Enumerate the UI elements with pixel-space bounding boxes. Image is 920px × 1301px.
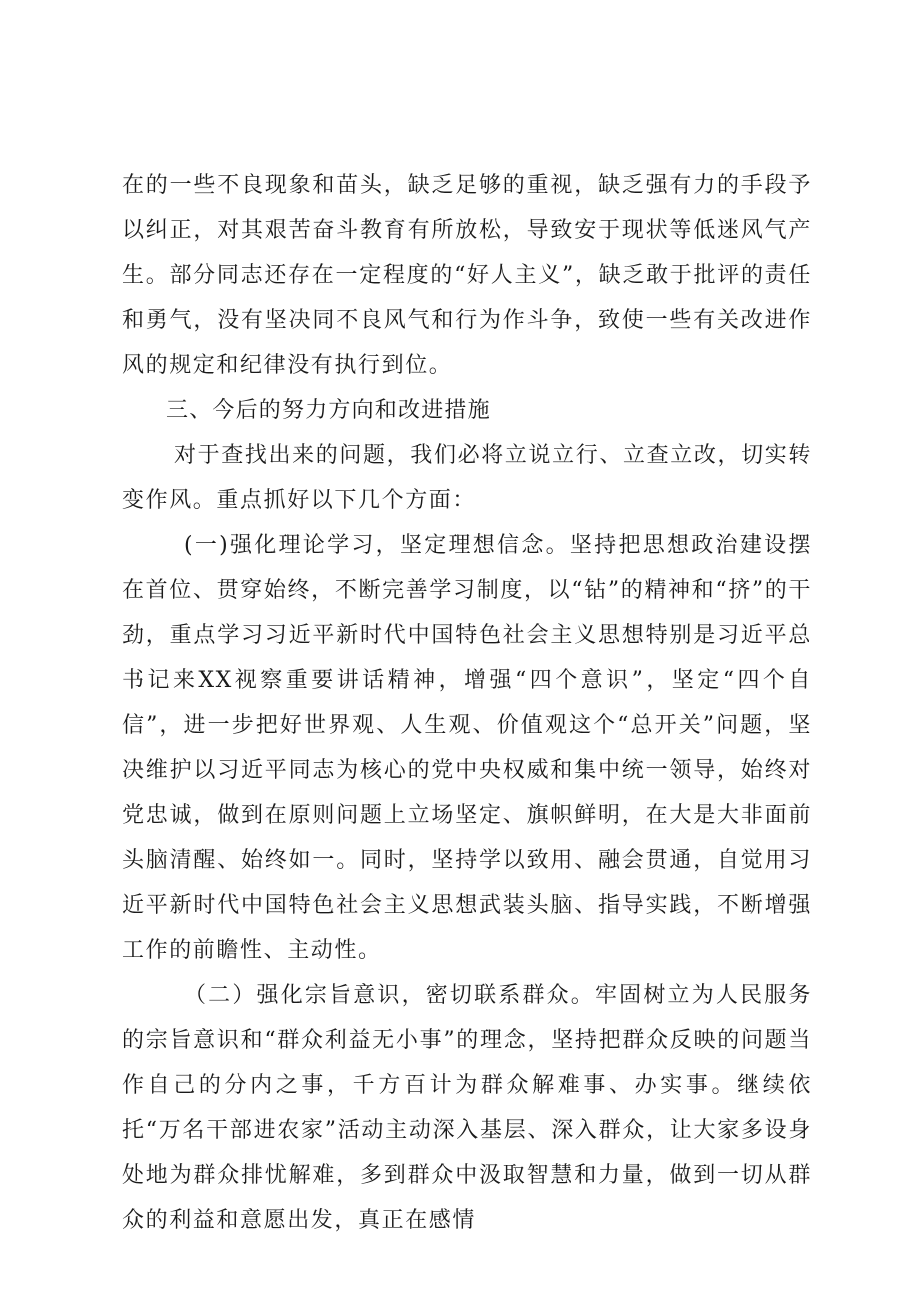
paragraph-continuation: 在的一些不良现象和苗头，缺乏足够的重视，缺乏强有力的手段予以纠正，对其艰苦奋斗教育有所放松，导致安于现状等低迷风气产生。部分同志还存在一定程度的“好人主义”，缺乏敢于批评的责任和勇气，没有坚决同不良风气和行为作斗争，致使一些有关改进作风的规定和纪律没有执行到位。 [122, 173, 812, 378]
paragraph-item-1: (一)强化理论学习，坚定理想信念。坚持把思想政治建设摆在首位、贯穿始终，不断完善学习制度，以“钻”的精神和“挤”的干劲，重点学习习近平新时代中国特色社会主义思想特别是习近平总书记来XX视察重要讲话精神，增强“四个意识”，坚定“四个自信”，进一步把好世界观、人生观、价值观这个“总开关”问题，坚决维护以习近平同志为核心的党中央权威和集中统一领导，始终对党忠诚，做到在原则问题上立场坚定、旗帜鲜明，在大是大非面前头脑清醒、始终如一。同时，坚持学以致用、融会贯通，自觉用习近平新时代中国特色社会主义思想武装头脑、指导实践，不断增强工作的前瞻性、主动性。 [122, 533, 812, 963]
section-heading-3: 三、今后的努力方向和改进措施 [166, 398, 491, 423]
paragraph-item-2: （二）强化宗旨意识，密切联系群众。牢固树立为人民服务的宗旨意识和“群众利益无小事”的理念，坚持把群众反映的问题当作自己的分内之事，千方百计为群众解难事、办实事。继续依托“万名干部进农家”活动主动深入基层、深入群众，让大家多设身处地为群众排忧解难，多到群众中汲取智慧和力量，做到一切从群众的利益和意愿出发，真正在感情 [122, 983, 812, 1233]
paragraph-intro: 对于查找出来的问题，我们必将立说立行、立查立改，切实转变作风。重点抓好以下几个方面： [122, 443, 812, 513]
document-body [122, 163, 812, 1243]
